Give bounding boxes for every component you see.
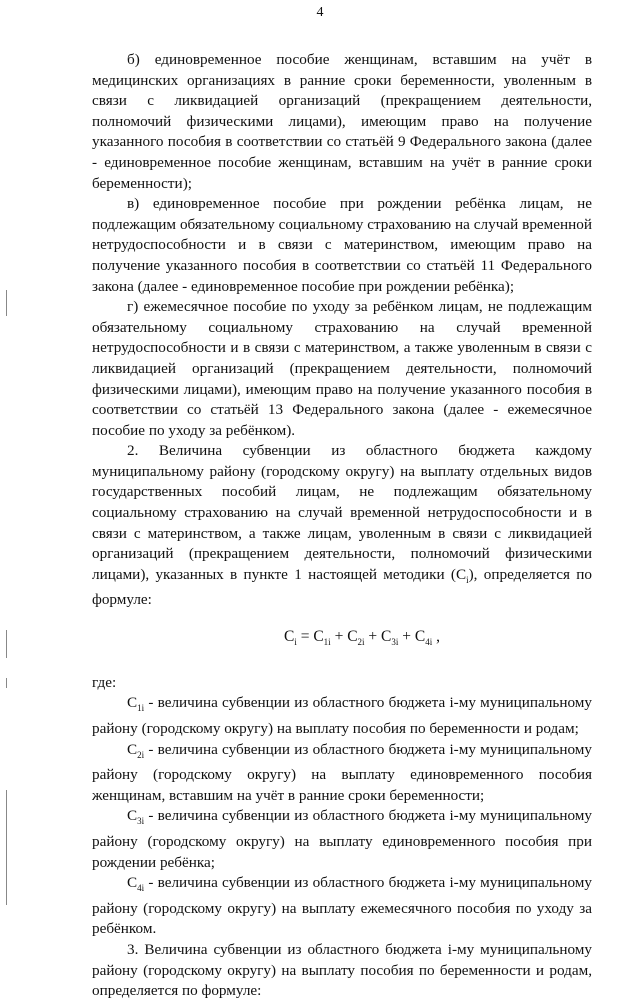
page-number: 4 (316, 5, 324, 20)
paragraph-2 (92, 441, 592, 611)
definition-c1: $C_{1i}$ - величина субвенции из областного бюджета i-му муниципальному району (городскому округу) на выплату пособия по беременности и родам; (92, 694, 592, 737)
definition-c3: $C_{3i}$ - величина субвенции из областного бюджета i-му муниципальному району (городскому округу) на выплату единовременного пособия при рождении ребёнка; (92, 807, 592, 871)
document-body (92, 50, 592, 1002)
paragraph-v: в) единовременное пособие при рождении ребёнка лицам, не подлежащим обязательному социальному страхованию на случай временной нетрудоспособности и в связи с материнством, имеющим право на получение указанного пособия в соответствии со статьёй 11 Федерального закона (далее - единовременное пособие при рождении ребёнка); (92, 195, 592, 295)
paragraph-3: 3. Величина субвенции из областного бюджета i-му муниципальному району (городскому округу) на выплату пособия по беременности и родам, определяется по формуле: (92, 941, 592, 1000)
definition-c2: $C_{2i}$ - величина субвенции из областного бюджета i-му муниципальному району (городскому округу) на выплату единовременного пособия женщинам, вставшим на учёт в ранние сроки беременности; (92, 740, 592, 804)
margin-mark (6, 790, 7, 905)
formula-ci: $C_i = C_{1i} + C_{2i} + C_{3i} + C_{4i}$ , (283, 628, 441, 648)
margin-mark (6, 290, 7, 316)
paragraph-b: б) единовременное пособие женщинам, вставшим на учёт в медицинских организациях в ранние сроки беременности, уволенным в связи с ликвидацией организаций (прекращением деятельности, полномочий физическими лицами), имеющим право на получение указанного пособия в соответствии со статьёй 9 Федерального закона (далее - единовременное пособие женщинам, вставшим на учёт в ранние сроки беременности); (92, 51, 592, 192)
paragraph-g: г) ежемесячное пособие по уходу за ребёнком лицам, не подлежащим обязательному социальному страхованию на случай временной нетрудоспособности и в связи с материнством, а также уволенным в связи с ликвидацией организаций (прекращением деятельности, полномочий физическими лицами), имеющим право на получение указанного пособия в соответствии со статьёй 13 Федерального закона (далее - ежемесячное пособие по уходу за ребёнком). (92, 298, 592, 439)
variable-c2: $C_{2i}$ (127, 740, 145, 760)
margin-mark (6, 630, 7, 658)
variable-c3: $C_{3i}$ (127, 807, 145, 827)
paragraph-2-text: 2. Величина субвенции из областного бюджета каждому муниципальному району (городскому округу) на выплату отдельных видов государственных пособий лицам, не подлежащим обязательному социальному страхованию на случай временной нетрудоспособности и в связи с материнством, а также лицам, уволенным в связи с ликвидацией организаций (прекращением деятельности, полномочий физическими лицами), указанных в пункте 1 настоящей методики ( (92, 442, 592, 583)
where-label: где: (92, 673, 117, 691)
variable-c4: $C_{4i}$ (127, 874, 145, 894)
paragraph-2-end: ), определяется по формуле: (92, 565, 592, 609)
variable-ci: $C_i$ (455, 565, 469, 585)
variable-c1: $C_{1i}$ (127, 694, 145, 714)
definition-c4: $C_{4i}$ - величина субвенции из областного бюджета i-му муниципальному району (городскому округу) на выплату ежемесячного пособия по уходу за ребёнком. (92, 874, 592, 938)
margin-mark (6, 678, 7, 688)
